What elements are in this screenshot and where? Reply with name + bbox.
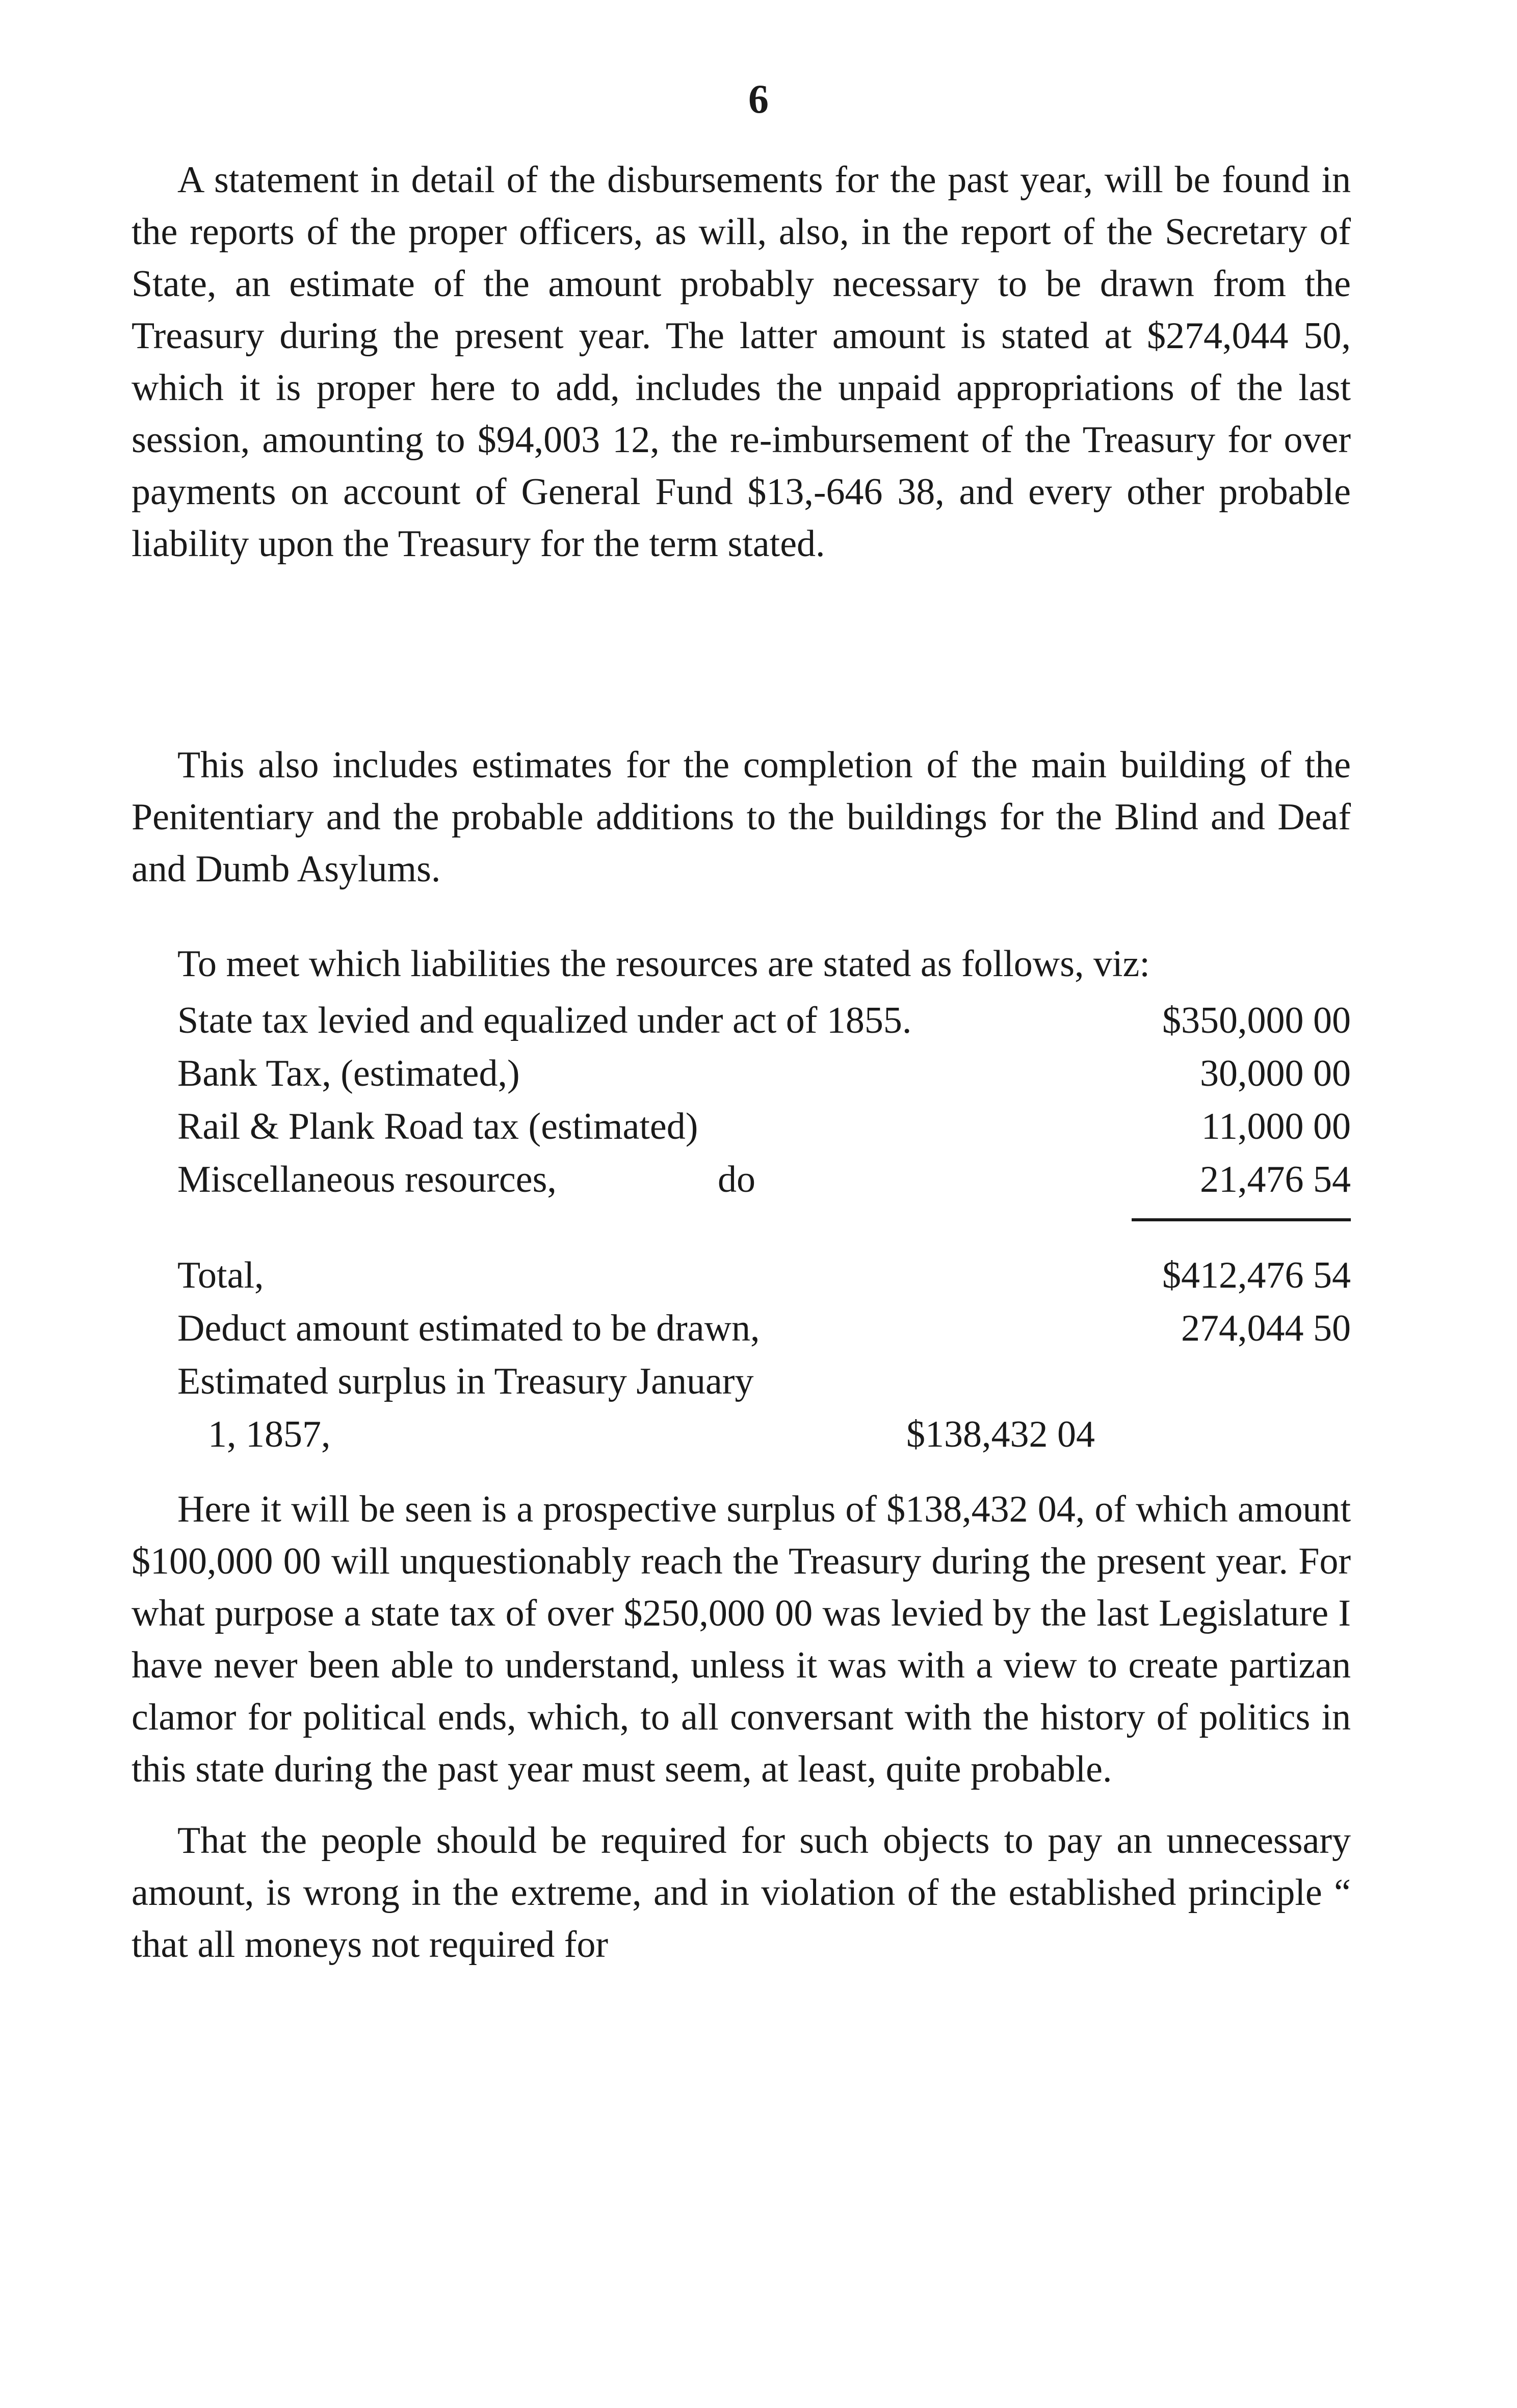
total-row <box>177 1249 1351 1302</box>
surplus-amount: $138,432 04 <box>906 1414 1095 1455</box>
paragraph-text: To meet which liabilities the resources are stated as follows, viz: <box>177 943 1150 985</box>
paragraph-estimates <box>132 739 1351 895</box>
deduct-label: Deduct amount estimated to be drawn, <box>177 1307 760 1349</box>
surplus-row-continued <box>177 1408 1351 1461</box>
table-row <box>177 1153 1351 1206</box>
row-label: State tax levied and equalized under act of 1855. <box>177 1000 912 1041</box>
table-row <box>177 994 1351 1047</box>
surplus-label: Estimated surplus in Treasury January <box>177 1360 754 1402</box>
surplus-date: 1, 1857, <box>208 1414 331 1455</box>
paragraph-text: This also includes estimates for the completion of the main building of the Penitentiary and the probable additions to the buildings for the Blind and Deaf and Dumb Asylums. <box>132 744 1351 890</box>
paragraph-surplus-discussion <box>132 1483 1351 1795</box>
paragraph-principle <box>132 1815 1351 1971</box>
row-label: Miscellaneous resources, <box>177 1159 557 1200</box>
total-label: Total, <box>177 1254 264 1296</box>
row-amount: 30,000 00 <box>1200 1053 1351 1094</box>
total-amount: $412,476 54 <box>1162 1254 1351 1296</box>
totals-table <box>177 1249 1351 1461</box>
row-label: Rail & Plank Road tax (estimated) <box>177 1106 698 1147</box>
row-label: Bank Tax, (estimated,) <box>177 1053 520 1094</box>
row-ditto: do <box>718 1159 755 1200</box>
paragraph-resources-intro <box>132 938 1351 990</box>
table-row <box>177 1047 1351 1100</box>
paragraph-text: A statement in detail of the disbursements for the past year, will be found in the reports of the proper officers, as will, also, in the report of the Secretary of State, an estimate of the amount probably necessary to be drawn from the Treasury during the present year. The latter amount is stated at $274,044 50, which it is proper here to add, includes the unpaid appropriations of the last session, amounting to $94,003 12, the re-imbursement of the Treasury for over payments on account of General Fund $13,-646 38, and every other probable liability upon the Treasury for the term stated. <box>132 159 1351 565</box>
surplus-row <box>177 1355 1351 1408</box>
paragraph-text: That the people should be required for such objects to pay an unnecessary amount, is wrong in the extreme, and in violation of the established principle “ that all moneys not required for <box>132 1820 1351 1966</box>
paragraph-disbursements <box>132 154 1351 570</box>
deduct-row <box>177 1302 1351 1355</box>
page-number: 6 <box>748 77 769 122</box>
row-amount: 21,476 54 <box>1200 1159 1351 1200</box>
paragraph-text: Here it will be seen is a prospective surplus of $138,432 04, of which amount $100,000 00 will unquestionably reach the Treasury during the present year. For what purpose a state tax of over $250,000 00 was levied by the last Legislature I have never been able to understand, unless it was with a view to create partizan clamor for political ends, which, to all conversant with the history of politics in this state during the past year must seem, at least, quite probable. <box>132 1488 1351 1790</box>
row-amount: 11,000 00 <box>1201 1106 1351 1147</box>
row-amount: $350,000 00 <box>1162 1000 1351 1041</box>
table-row <box>177 1100 1351 1153</box>
deduct-amount: 274,044 50 <box>1181 1307 1351 1349</box>
sum-rule-divider <box>1132 1218 1351 1221</box>
resources-table <box>177 994 1351 1206</box>
